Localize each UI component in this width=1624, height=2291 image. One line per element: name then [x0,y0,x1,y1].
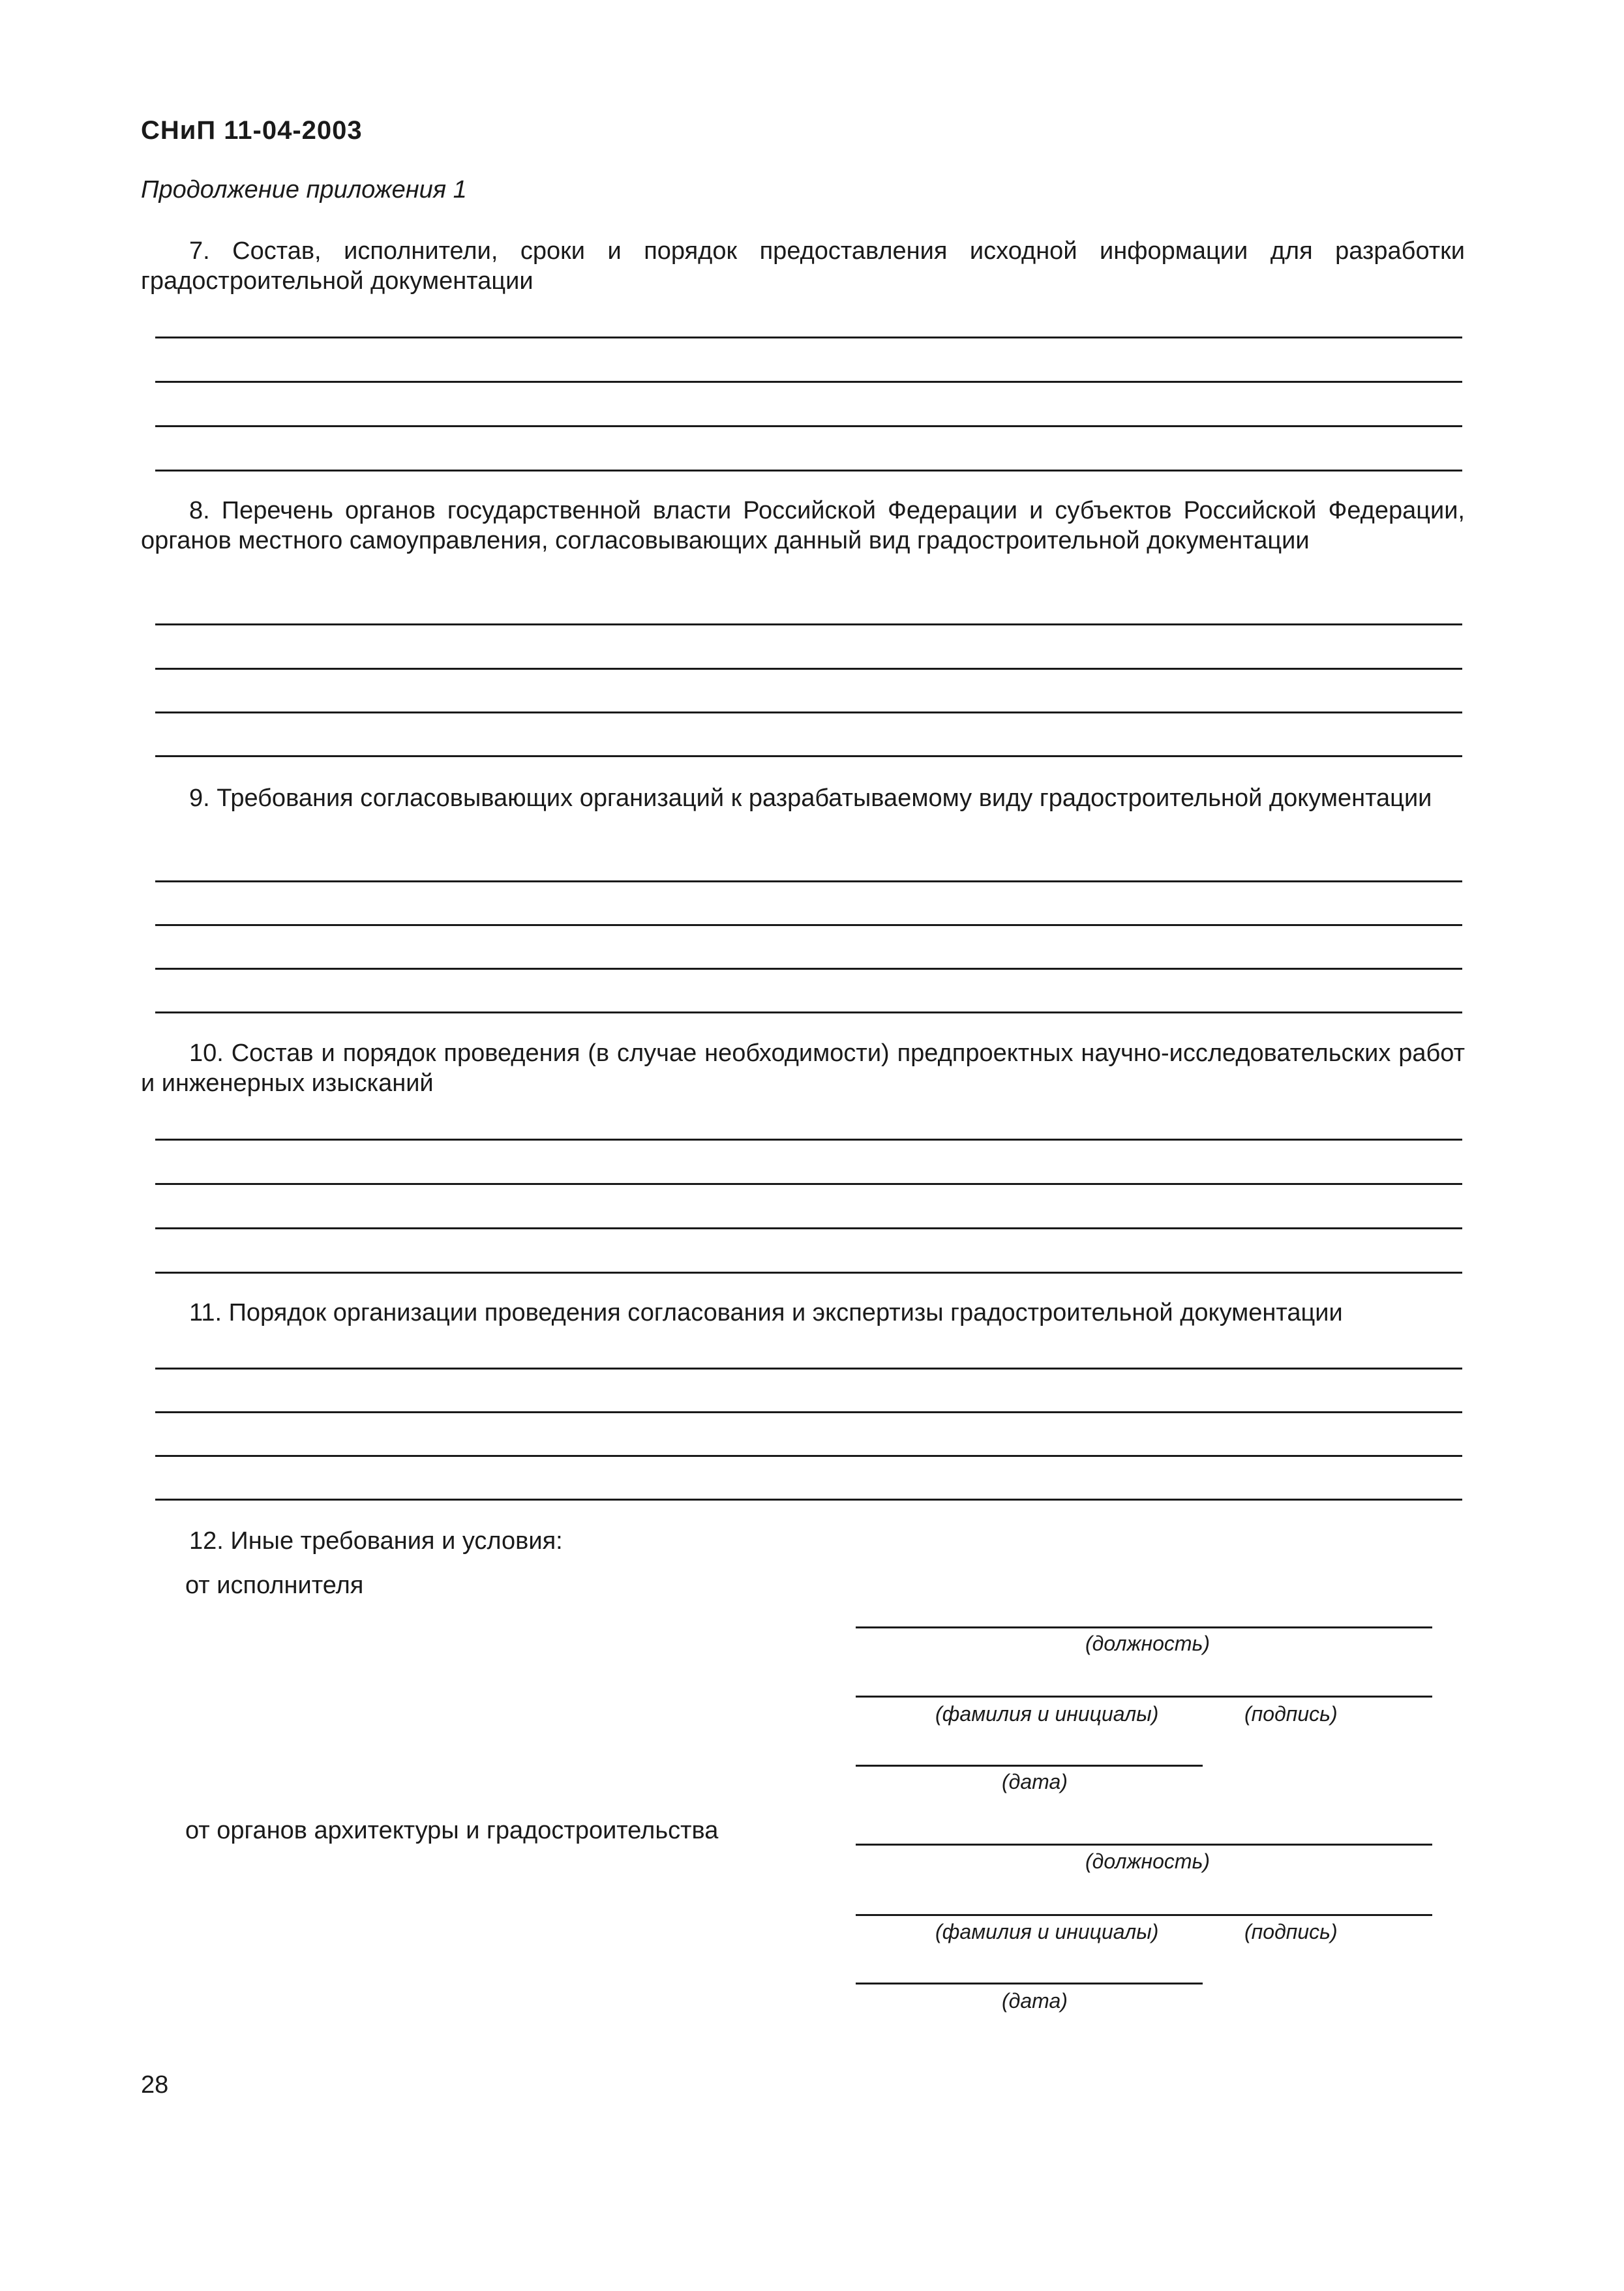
fill-line [155,1183,1462,1185]
executor-name-caption: (фамилия и инициалы) [935,1702,1159,1726]
fill-line [155,1368,1462,1370]
fill-line [155,470,1462,472]
executor-date-caption: (дата) [1002,1770,1068,1793]
executor-label: от исполнителя [185,1572,364,1599]
section-7-text: 7. Состав, исполнители, сроки и порядок предоставления исходной информации для разработки градостроительной документации [141,237,1465,295]
section-11-text: 11. Порядок организации проведения согласования и экспертизы градостроительной документации [189,1299,1343,1326]
fill-line [155,880,1462,882]
fill-line [155,968,1462,970]
executor-position-caption: (должность) [1085,1632,1210,1655]
executor-signature-caption: (подпись) [1244,1702,1338,1726]
executor-date-line [856,1765,1203,1767]
fill-line [155,381,1462,383]
fill-line [155,668,1462,670]
authority-position-line [856,1844,1432,1846]
executor-position-line [856,1626,1432,1628]
fill-line [155,425,1462,427]
section-9-text: 9. Требования согласовывающих организаций к разрабатываемому виду градостроительной документации [189,785,1432,812]
authority-date-caption: (дата) [1002,1989,1068,2013]
page-number: 28 [141,2071,169,2099]
authority-name-line [856,1914,1432,1916]
authority-date-line [856,1983,1203,1984]
fill-line [155,337,1462,338]
fill-line [155,1411,1462,1413]
appendix-continuation: Продолжение приложения 1 [141,176,467,203]
fill-line [155,1272,1462,1274]
executor-name-line [856,1696,1432,1698]
authority-signature-caption: (подпись) [1244,1920,1338,1943]
document-code: СНиП 11-04-2003 [141,116,363,145]
fill-line [155,1499,1462,1501]
authority-position-caption: (должность) [1085,1849,1210,1873]
section-12-text: 12. Иные требования и условия: [189,1527,563,1555]
section-8-text: 8. Перечень органов государственной власти Российской Федерации и субъектов Российской Федерации, органов местного самоуправления, согласовывающих данный вид градостроительной документации [141,497,1465,554]
fill-line [155,755,1462,757]
fill-line [155,924,1462,926]
section-10-text: 10. Состав и порядок проведения (в случае необходимости) предпроектных научно-исследовательских работ и инженерных изысканий [141,1040,1465,1097]
fill-line [155,1227,1462,1229]
fill-line [155,623,1462,625]
fill-line [155,1139,1462,1141]
authority-label: от органов архитектуры и градостроительства [185,1817,719,1844]
fill-line [155,1011,1462,1013]
authority-name-caption: (фамилия и инициалы) [935,1920,1159,1943]
fill-line [155,711,1462,713]
fill-line [155,1455,1462,1457]
